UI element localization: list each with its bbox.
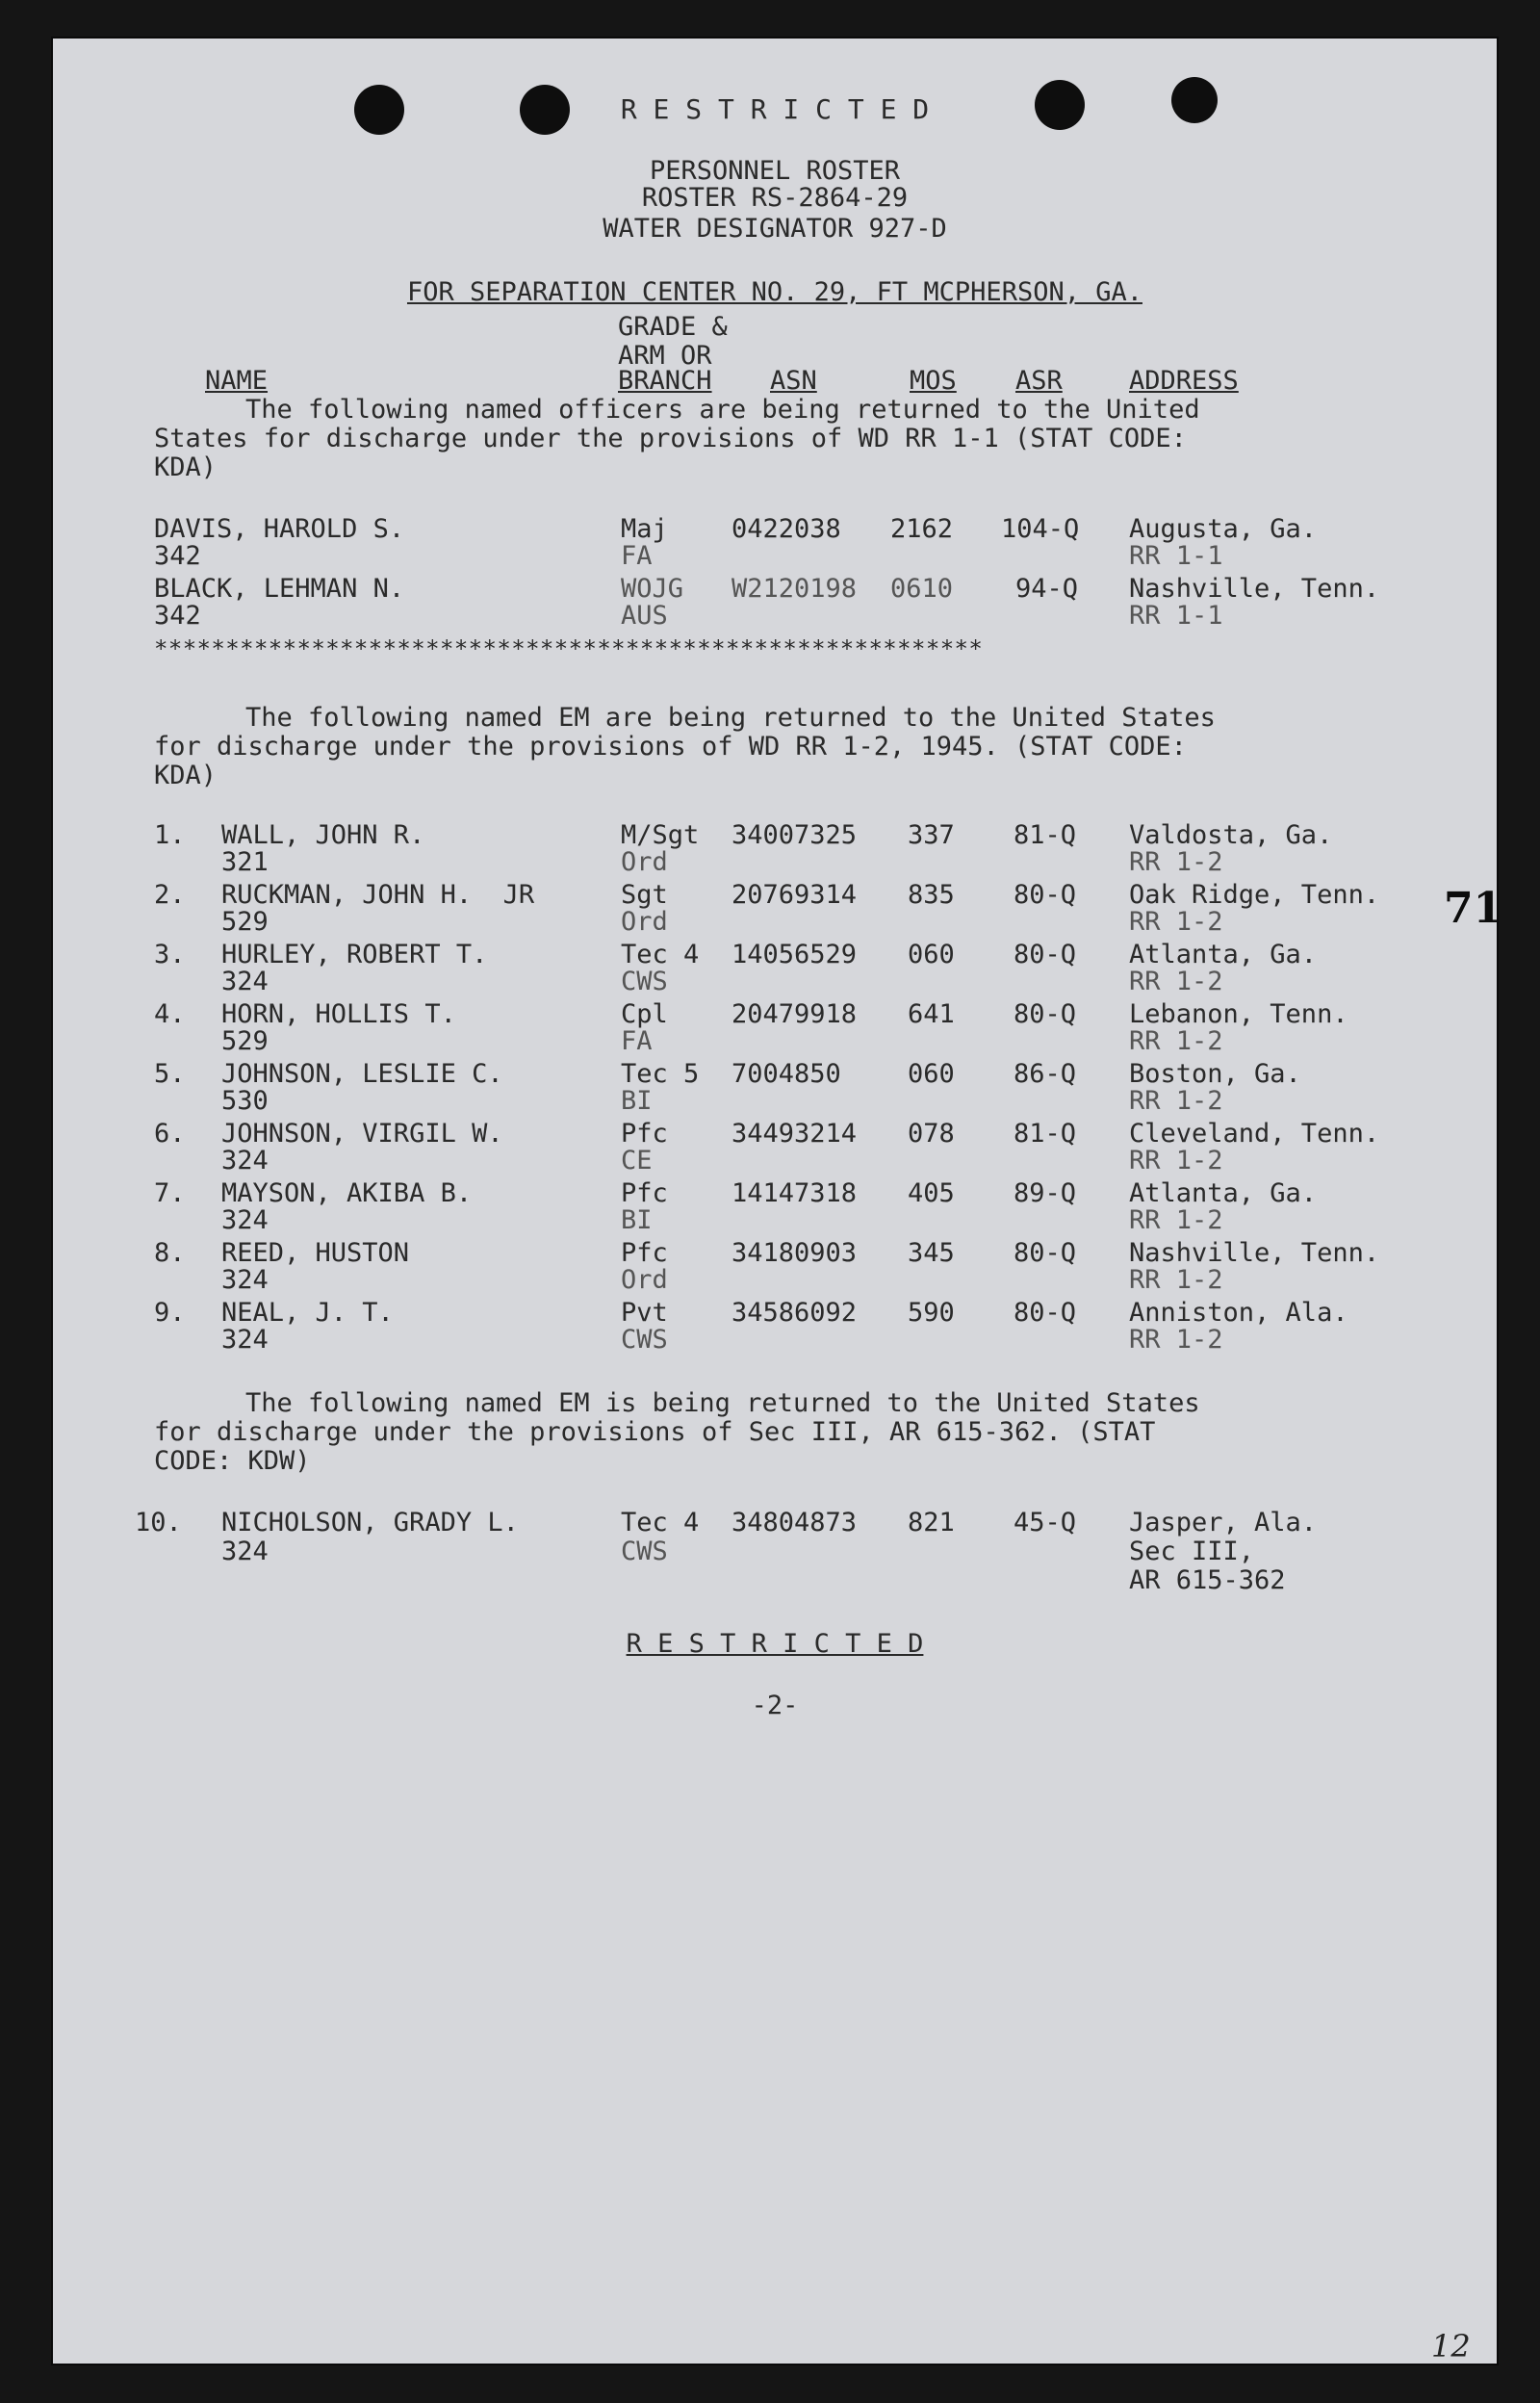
authority: RR 1-2 (1129, 847, 1223, 877)
asr: 45-Q (1014, 1508, 1077, 1537)
authority: RR 1-2 (1129, 1265, 1223, 1295)
col-grade-line1: GRADE & (618, 312, 728, 342)
mos: 405 (908, 1178, 955, 1208)
row-number: 3. (154, 940, 186, 969)
row-number: 2. (154, 880, 186, 910)
address: Atlanta, Ga. (1129, 940, 1318, 969)
row-number: 10. (135, 1508, 182, 1537)
authority: RR 1-2 (1129, 907, 1223, 937)
branch: CE (621, 1146, 653, 1176)
document-type: PERSONNEL ROSTER (649, 156, 901, 186)
row-number: 7. (154, 1178, 186, 1208)
code: 324 (221, 1325, 269, 1355)
mos: 337 (908, 820, 955, 850)
name: DAVIS, HAROLD S. (154, 514, 405, 544)
authority-line1: Sec III, (1129, 1537, 1255, 1566)
col-grade-line2: ARM OR (618, 341, 712, 371)
roster-number: ROSTER RS-2864-29 (641, 183, 909, 213)
mos: 060 (908, 1059, 955, 1089)
asr: 94-Q (1015, 574, 1079, 604)
col-name: NAME (205, 366, 269, 396)
asr: 80-Q (1014, 999, 1077, 1029)
classification-bottom-text: R E S T R I C T E D (626, 1629, 924, 1659)
code: 530 (221, 1086, 269, 1116)
mos: 821 (908, 1508, 955, 1537)
name: NEAL, J. T. (221, 1298, 394, 1328)
authority: RR 1-2 (1129, 1146, 1223, 1176)
section3-intro-line3: CODE: KDW) (154, 1446, 311, 1476)
code: 529 (221, 907, 269, 937)
asn: 34586092 (732, 1298, 858, 1328)
grade: WOJG (621, 574, 684, 604)
asn: 34493214 (732, 1119, 858, 1149)
address: Augusta, Ga. (1129, 514, 1318, 544)
mos: 835 (908, 880, 955, 910)
mos: 345 (908, 1238, 955, 1268)
grade: Pfc (621, 1119, 668, 1149)
code: 324 (221, 1265, 269, 1295)
address: Atlanta, Ga. (1129, 1178, 1318, 1208)
grade: M/Sgt (621, 820, 700, 850)
code: 342 (154, 541, 201, 571)
name: RUCKMAN, JOHN H. JR (221, 880, 535, 910)
grade: Tec 5 (621, 1059, 700, 1089)
name: REED, HUSTON (221, 1238, 410, 1268)
margin-number: 71 (1444, 884, 1503, 933)
mos: 0610 (890, 574, 954, 604)
name: HORN, HOLLIS T. (221, 999, 456, 1029)
mos: 641 (908, 999, 955, 1029)
grade: Tec 4 (621, 940, 700, 969)
section3-intro-line2: for discharge under the provisions of Sec III, AR 615-362. (STAT (154, 1417, 1156, 1447)
code: 324 (221, 1205, 269, 1235)
name: JOHNSON, LESLIE C. (221, 1059, 503, 1089)
asr: 80-Q (1014, 880, 1077, 910)
section2-intro-line3: KDA) (154, 761, 218, 790)
section2-intro-line2: for discharge under the provisions of WD RR 1-2, 1945. (STAT CODE: (154, 732, 1187, 762)
address: Lebanon, Tenn. (1129, 999, 1348, 1029)
address: Jasper, Ala. (1129, 1508, 1318, 1537)
asn: 14147318 (732, 1178, 858, 1208)
code: 324 (221, 1537, 269, 1566)
col-grade-line3: BRANCH (618, 366, 712, 396)
branch: FA (621, 541, 653, 571)
grade: Cpl (621, 999, 668, 1029)
address: Cleveland, Tenn. (1129, 1119, 1380, 1149)
code: 529 (221, 1026, 269, 1056)
asn: W2120198 (732, 574, 858, 604)
asn: 7004850 (732, 1059, 841, 1089)
asr: 80-Q (1014, 1238, 1077, 1268)
grade: Sgt (621, 880, 668, 910)
asn: 20479918 (732, 999, 858, 1029)
mos: 078 (908, 1119, 955, 1149)
branch: CWS (621, 1325, 668, 1355)
grade: Maj (621, 514, 668, 544)
authority: RR 1-1 (1129, 601, 1223, 631)
row-number: 1. (154, 820, 186, 850)
asr: 86-Q (1014, 1059, 1077, 1089)
asr: 104-Q (1001, 514, 1080, 544)
section3-intro-line1: The following named EM is being returned to the United States (245, 1388, 1200, 1418)
asn: 34007325 (732, 820, 858, 850)
address: Nashville, Tenn. (1129, 574, 1380, 604)
asn: 34180903 (732, 1238, 858, 1268)
document-page (53, 39, 1497, 2364)
asn: 20769314 (732, 880, 858, 910)
water-designator: WATER DESIGNATOR 927-D (603, 214, 947, 244)
asn: 34804873 (732, 1508, 858, 1537)
section2-intro-line1: The following named EM are being returned to the United States (245, 703, 1216, 733)
authority-line2: AR 615-362 (1129, 1565, 1286, 1595)
code: 321 (221, 847, 269, 877)
address: Anniston, Ala. (1129, 1298, 1348, 1328)
row-number: 6. (154, 1119, 186, 1149)
section1-intro-line2: States for discharge under the provisions of WD RR 1-1 (STAT CODE: (154, 424, 1187, 453)
authority: RR 1-2 (1129, 1325, 1223, 1355)
asr: 89-Q (1014, 1178, 1077, 1208)
branch: CWS (621, 967, 668, 996)
corner-page-number: 12 (1431, 2328, 1471, 2364)
row-number: 5. (154, 1059, 186, 1089)
name: BLACK, LEHMAN N. (154, 574, 405, 604)
code: 324 (221, 967, 269, 996)
authority: RR 1-2 (1129, 967, 1223, 996)
col-asn: ASN (770, 366, 817, 396)
code: 342 (154, 601, 201, 631)
code: 324 (221, 1146, 269, 1176)
separator-line: ********************************************************** (154, 635, 984, 662)
branch: Ord (621, 907, 668, 937)
asn: 14056529 (732, 940, 858, 969)
row-number: 4. (154, 999, 186, 1029)
col-address: ADDRESS (1129, 366, 1239, 396)
authority: RR 1-2 (1129, 1205, 1223, 1235)
address: Boston, Ga. (1129, 1059, 1301, 1089)
mos: 060 (908, 940, 955, 969)
branch: Ord (621, 847, 668, 877)
section1-intro-line3: KDA) (154, 452, 218, 482)
asr: 80-Q (1014, 940, 1077, 969)
name: NICHOLSON, GRADY L. (221, 1508, 519, 1537)
asr: 80-Q (1014, 1298, 1077, 1328)
branch: BI (621, 1086, 653, 1116)
asr: 81-Q (1014, 1119, 1077, 1149)
name: HURLEY, ROBERT T. (221, 940, 488, 969)
name: WALL, JOHN R. (221, 820, 425, 850)
section1-intro-line1: The following named officers are being returned to the United (245, 395, 1200, 425)
grade: Pvt (621, 1298, 668, 1328)
address: Oak Ridge, Tenn. (1129, 880, 1380, 910)
branch: FA (621, 1026, 653, 1056)
row-number: 9. (154, 1298, 186, 1328)
mos: 2162 (890, 514, 954, 544)
address: Nashville, Tenn. (1129, 1238, 1380, 1268)
grade: Pfc (621, 1178, 668, 1208)
classification-top: R E S T R I C T E D (620, 93, 930, 125)
branch: Ord (621, 1265, 668, 1295)
grade: Tec 4 (621, 1508, 700, 1537)
col-mos: MOS (910, 366, 957, 396)
destination-title: FOR SEPARATION CENTER NO. 29, FT MCPHERSON, GA. (406, 277, 1142, 307)
mos: 590 (908, 1298, 955, 1328)
row-number: 8. (154, 1238, 186, 1268)
branch: BI (621, 1205, 653, 1235)
classification-bottom (53, 1629, 1497, 1660)
col-asr: ASR (1015, 366, 1063, 396)
name: MAYSON, AKIBA B. (221, 1178, 473, 1208)
name: JOHNSON, VIRGIL W. (221, 1119, 503, 1149)
asr: 81-Q (1014, 820, 1077, 850)
authority: RR 1-1 (1129, 541, 1223, 571)
branch: AUS (621, 601, 668, 631)
authority: RR 1-2 (1129, 1086, 1223, 1116)
grade: Pfc (621, 1238, 668, 1268)
asn: 0422038 (732, 514, 841, 544)
address: Valdosta, Ga. (1129, 820, 1333, 850)
authority: RR 1-2 (1129, 1026, 1223, 1056)
page-number: -2- (751, 1691, 799, 1720)
branch: CWS (621, 1537, 668, 1566)
